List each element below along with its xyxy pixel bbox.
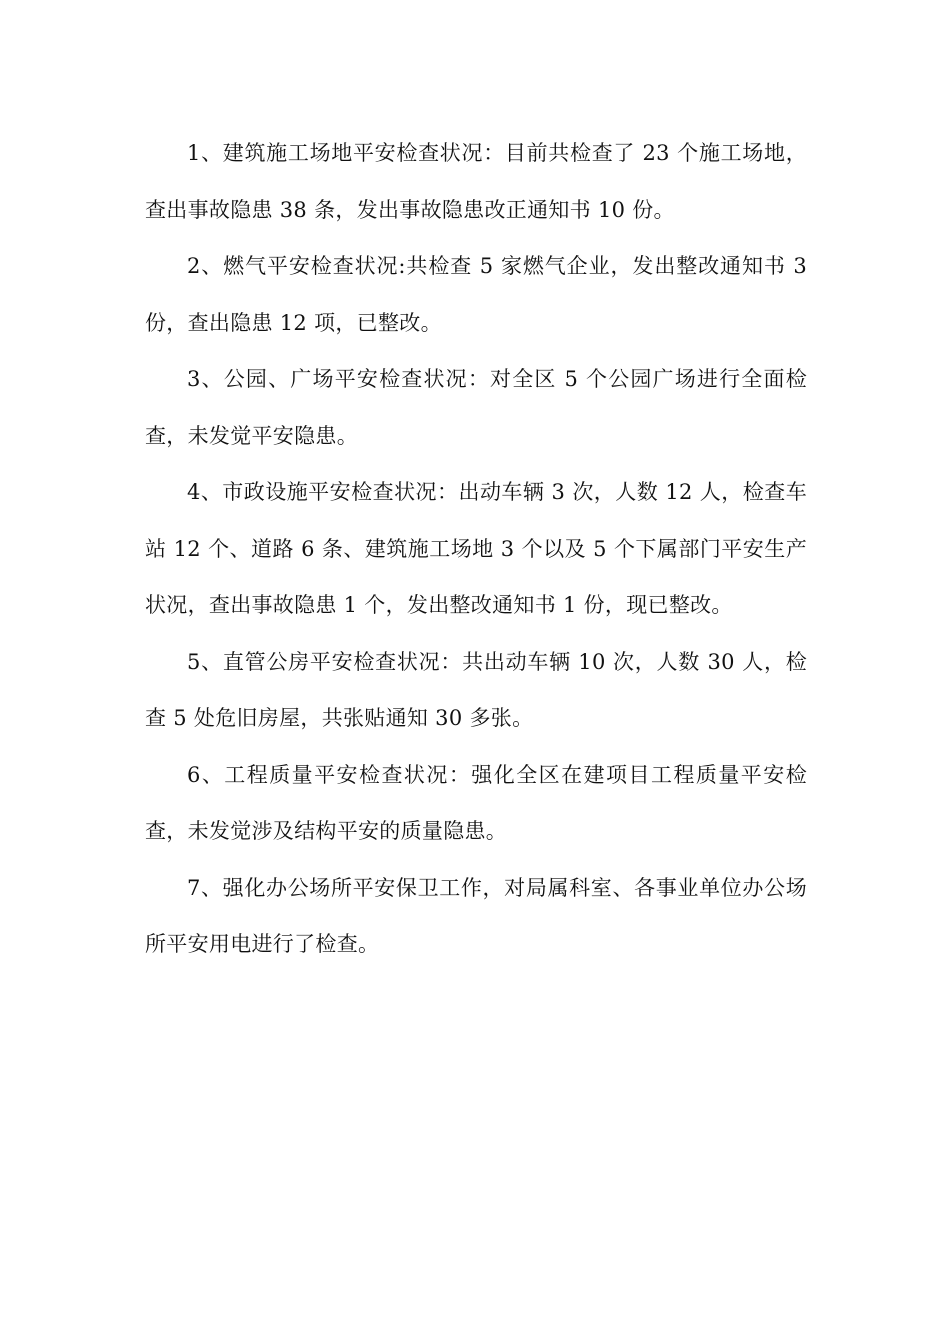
document-page (145, 125, 807, 973)
paragraph-6: 6、工程质量平安检查状况：强化全区在建项目工程质量平安检查，未发觉涉及结构平安的质量隐患。 (145, 762, 807, 843)
paragraph-2: 2、燃气平安检查状况:共检查 5 家燃气企业，发出整改通知书 3 份，查出隐患 12 项，已整改。 (145, 254, 807, 335)
paragraph-5: 5、直管公房平安检查状况：共出动车辆 10 次，人数 30 人，检查 5 处危旧房屋，共张贴通知 30 多张。 (145, 649, 807, 730)
paragraph-1: 1、建筑施工场地平安检查状况：目前共检查了 23 个施工场地，查出事故隐患 38 条，发出事故隐患改正通知书 10 份。 (145, 141, 807, 222)
paragraph-4: 4、市政设施平安检查状况：出动车辆 3 次，人数 12 人，检查车站 12 个、道路 6 条、建筑施工场地 3 个以及 5 个下属部门平安生产状况，查出事故隐患 1 个，发出整改通知书 1 份，现已整改。 (145, 480, 807, 617)
paragraph-7: 7、强化办公场所平安保卫工作，对局属科室、各事业单位办公场所平安用电进行了检查。 (145, 875, 807, 956)
paragraph-3: 3、公园、广场平安检查状况：对全区 5 个公园广场进行全面检查，未发觉平安隐患。 (145, 367, 807, 448)
